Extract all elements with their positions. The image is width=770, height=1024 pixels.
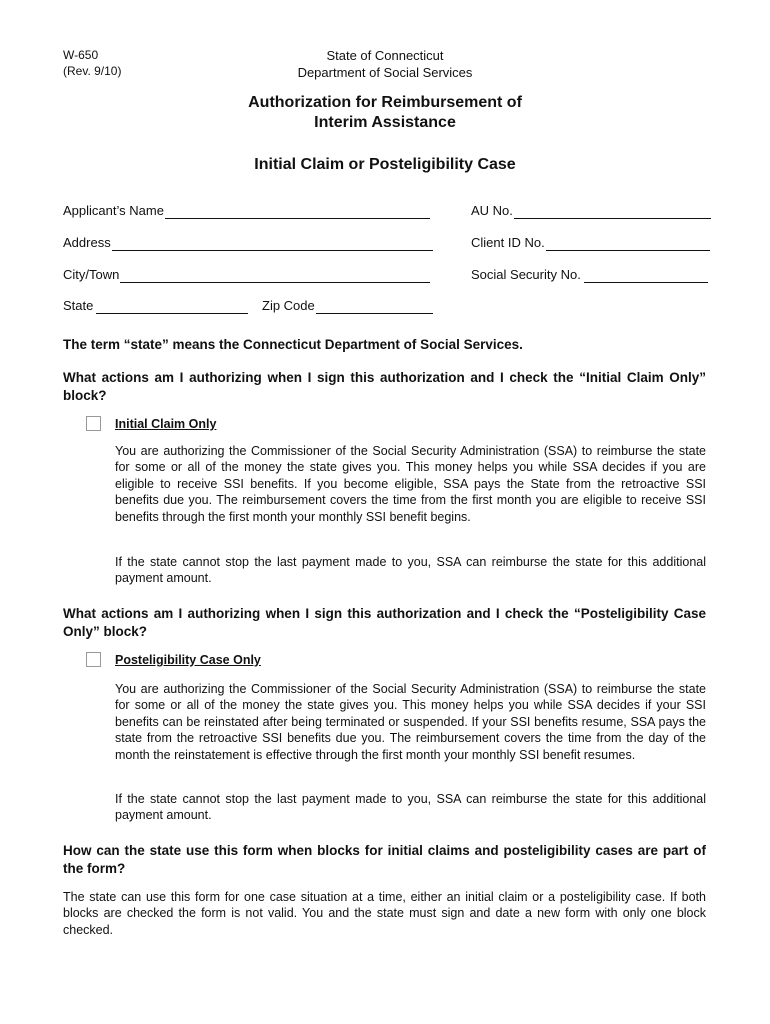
zip-code-field[interactable] [262,298,433,314]
posteligibility-checkbox[interactable] [86,652,101,667]
applicant-name-input[interactable] [165,205,430,219]
au-no-input[interactable] [514,205,711,219]
form-number: W-650 [63,48,99,62]
zip-code-input[interactable] [316,300,433,314]
ssn-field[interactable] [471,267,708,283]
form-title [0,93,770,133]
agency-department: Department of Social Services [297,65,473,80]
city-town-input[interactable] [120,269,430,283]
applicant-name-field[interactable] [63,203,430,219]
posteligibility-question: What actions am I authorizing when I sign this authorization and I check the “Posteligibility Case Only” block? [63,606,706,639]
initial-claim-question: What actions am I authorizing when I sign this authorization and I check the “Initial Claim Only” block? [63,370,706,403]
form-subtitle: Initial Claim or Posteligibility Case [254,156,516,173]
form-title-line2: Interim Assistance [314,114,456,131]
zip-code-label: Zip Code [262,298,315,313]
ssn-label: Social Security No. [471,267,581,282]
state-label: State [63,298,94,313]
state-input[interactable] [96,300,248,314]
usage-question: How can the state use this form when blocks for initial claims and posteligibility cases are part of the form? [63,843,706,876]
ssn-input[interactable] [584,269,708,283]
client-id-input[interactable] [546,237,710,251]
address-label: Address [63,235,111,250]
au-no-field[interactable] [471,203,711,219]
applicant-name-label: Applicant’s Name [63,203,164,218]
posteligibility-paragraph-2: If the state cannot stop the last payment made to you, SSA can reimburse the state for this additional payment amount. [115,792,706,823]
posteligibility-label: Posteligibility Case Only [115,653,261,667]
address-field[interactable] [63,235,433,251]
initial-claim-paragraph-1: You are authorizing the Commissioner of the Social Security Administration (SSA) to reimburse the state for some or all of the money the state gives you. This money helps you while SSA decides if you are eligible to receive SSI benefits. If you become eligible, SSA pays the State from the retroactive SSI benefits due you. The reimbursement covers the time from the first month you are eligible to receive SSI benefits through the first month your monthly SSI benefit begins. [115,444,706,524]
initial-claim-paragraph-2: If the state cannot stop the last payment made to you, SSA can reimburse the state for this additional payment amount. [115,555,706,586]
form-revision: (Rev. 9/10) [63,64,122,78]
form-title-line1: Authorization for Reimbursement of [248,94,522,111]
state-field[interactable] [63,298,248,314]
city-town-field[interactable] [63,267,430,283]
state-definition: The term “state” means the Connecticut Department of Social Services. [63,337,523,352]
posteligibility-paragraph-1: You are authorizing the Commissioner of the Social Security Administration (SSA) to reimburse the state for some or all of the money the state gives you. This money helps you while SSA decides if your SSI benefits can be reinstated after being terminated or suspended. If your SSI benefits resume, SSA pays the state from the retroactive SSI benefits due you. The reimbursement covers the time from the day of the month the reinstatement is effective through the first month your monthly SSI benefit resumes. [115,682,706,762]
initial-claim-label: Initial Claim Only [115,417,217,431]
agency-state: State of Connecticut [326,48,444,63]
address-input[interactable] [112,237,433,251]
client-id-label: Client ID No. [471,235,545,250]
city-town-label: City/Town [63,267,120,282]
client-id-field[interactable] [471,235,710,251]
au-no-label: AU No. [471,203,513,218]
agency-header [0,47,770,81]
usage-answer: The state can use this form for one case situation at a time, either an initial claim or a posteligibility case. If both blocks are checked the form is not valid. You and the state must sign and date a new form with only one block checked. [63,890,706,937]
initial-claim-checkbox[interactable] [86,416,101,431]
